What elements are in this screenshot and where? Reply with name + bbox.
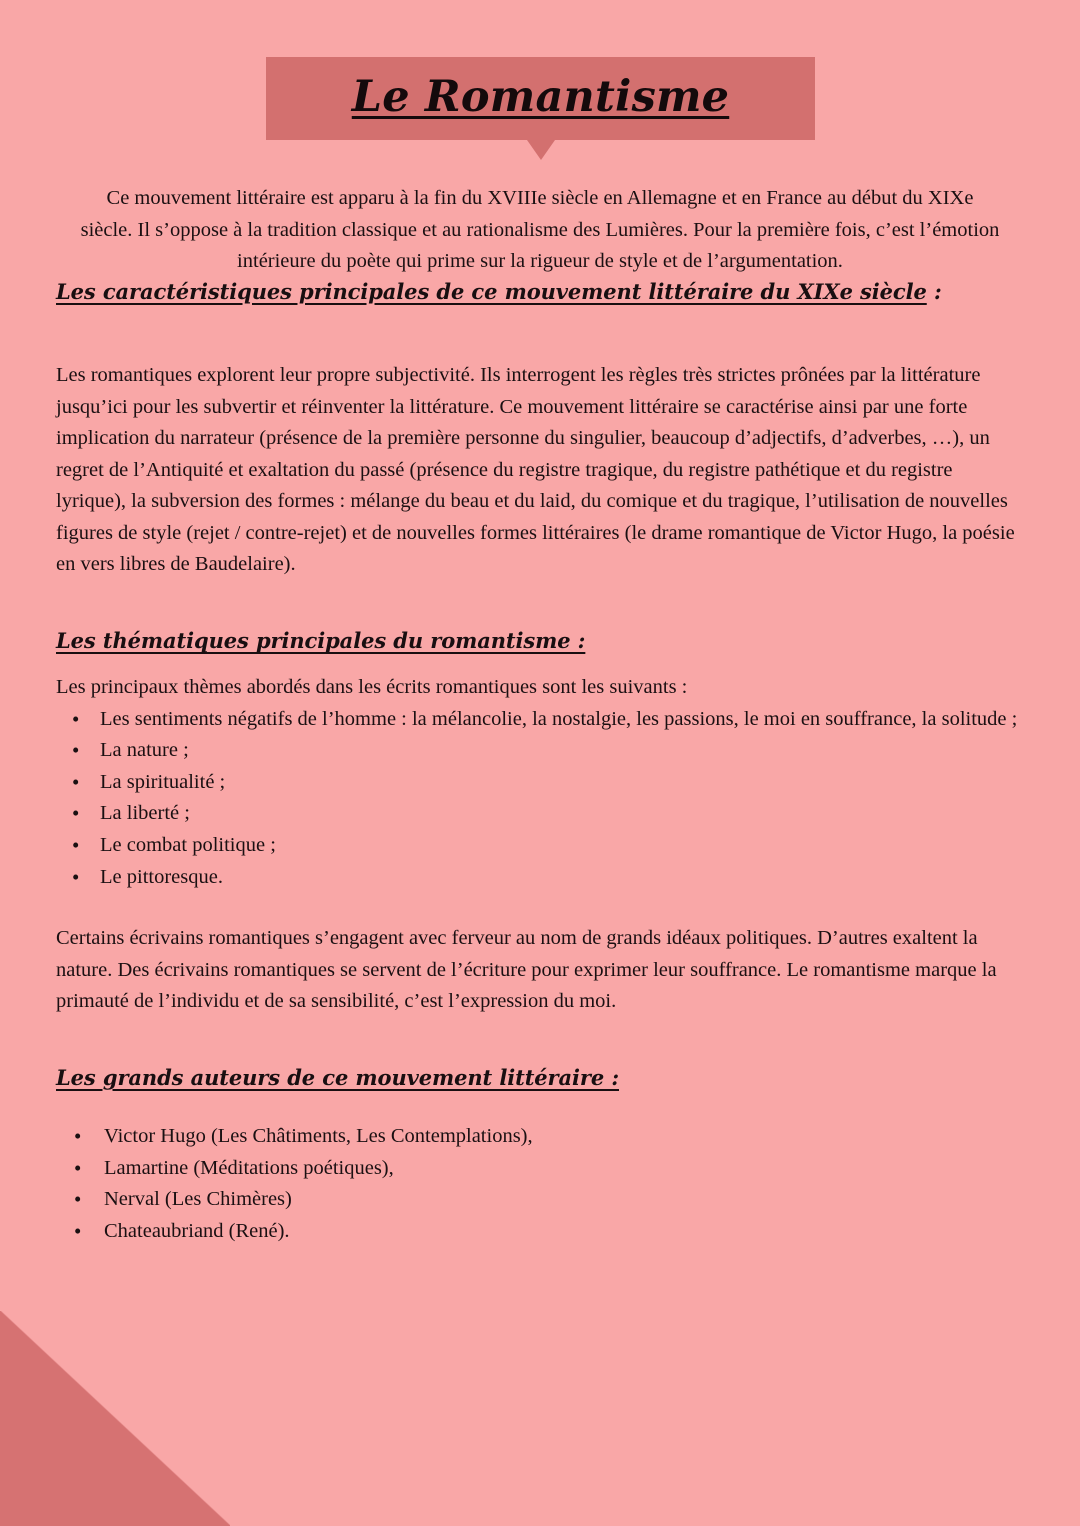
paragraph-caracteristiques: Les romantiques explorent leur propre subjectivité. Ils interrogent les règles très strictes prônées par la littérature jusqu’ici pour les subvertir et réinventer la littérature. Ce mouvement littéraire se caractérise ainsi par une forte implication du narrateur (présence de la première personne du singulier, beaucoup d’adjectifs, d’adverbes, …), un regret de l’Antiquité et exaltation du passé (présence du registre tragique, du registre pathétique et du registre lyrique), la subversion des formes : mélange du beau et du laid, du comique et du tragique, l’utilisation de nouvelles figures de style (rejet / contre-rejet) et de nouvelles formes littéraires (le drame romantique de Victor Hugo, la poésie en vers libres de Baudelaire).: [56, 363, 1015, 576]
paragraph-themes-intro: Les principaux thèmes abordés dans les écrits romantiques sont les suivants :: [56, 676, 688, 699]
list-item: • Le pittoresque.: [56, 862, 1024, 894]
speech-bubble-tail-icon: [527, 140, 555, 160]
title-banner-container: [266, 57, 815, 140]
list-item: • La liberté ;: [56, 798, 1024, 830]
spacer: [56, 1091, 1024, 1121]
list-item: • La nature ;: [56, 735, 1024, 767]
heading-thematiques: [56, 627, 1024, 654]
themes-list: [56, 704, 1024, 893]
spacer: [56, 893, 1024, 923]
spacer: [56, 581, 1024, 627]
intro-paragraph: Ce mouvement littéraire est apparu à la fin du XVIIIe siècle en Allemagne et en France au début du XIXe siècle. Il s’oppose à la tradition classique et au rationalisme des Lumières. Pour la première fois, c’est l’émotion intérieure du poète qui prime sur la rigueur de style et de l’argumentation.: [80, 187, 1000, 273]
heading-caracteristiques: [56, 278, 1024, 305]
page-title: Le Romantisme: [351, 72, 730, 122]
title-banner: [266, 57, 815, 140]
document-content: [0, 183, 1080, 1247]
heading-auteurs-underlined: Les grands auteurs de ce mouvement littéraire :: [56, 1064, 619, 1090]
paragraph-conclusion: Certains écrivains romantiques s’engagent avec ferveur au nom de grands idéaux politiques. D’autres exaltent la nature. Des écrivains romantiques se servent de l’écriture pour exprimer leur souffrance. Le romantisme marque la primauté de l’individu et de sa sensibilité, c’est l’expression du moi.: [56, 927, 997, 1013]
list-item: • Les sentiments négatifs de l’homme : la mélancolie, la nostalgie, les passions, le moi en souffrance, la solitude ;: [56, 704, 1024, 736]
list-item: • Nerval (Les Chimères): [56, 1184, 1024, 1216]
heading-thematiques-underlined: Les thématiques principales du romantisme :: [56, 627, 586, 653]
spacer: [56, 654, 1024, 672]
list-item: • La spiritualité ;: [56, 767, 1024, 799]
list-item: • Victor Hugo (Les Châtiments, Les Contemplations),: [56, 1121, 1024, 1153]
heading-auteurs: [56, 1064, 1024, 1091]
spacer: [56, 1018, 1024, 1064]
list-item: • Chateaubriand (René).: [56, 1216, 1024, 1248]
list-item: • Le combat politique ;: [56, 830, 1024, 862]
heading-caracteristiques-underlined: Les caractéristiques principales de ce mouvement littéraire du XIXe siècle: [56, 278, 927, 304]
authors-list: [56, 1121, 1024, 1247]
list-item: • Lamartine (Méditations poétiques),: [56, 1153, 1024, 1185]
heading-caracteristiques-trailing: :: [926, 278, 942, 304]
